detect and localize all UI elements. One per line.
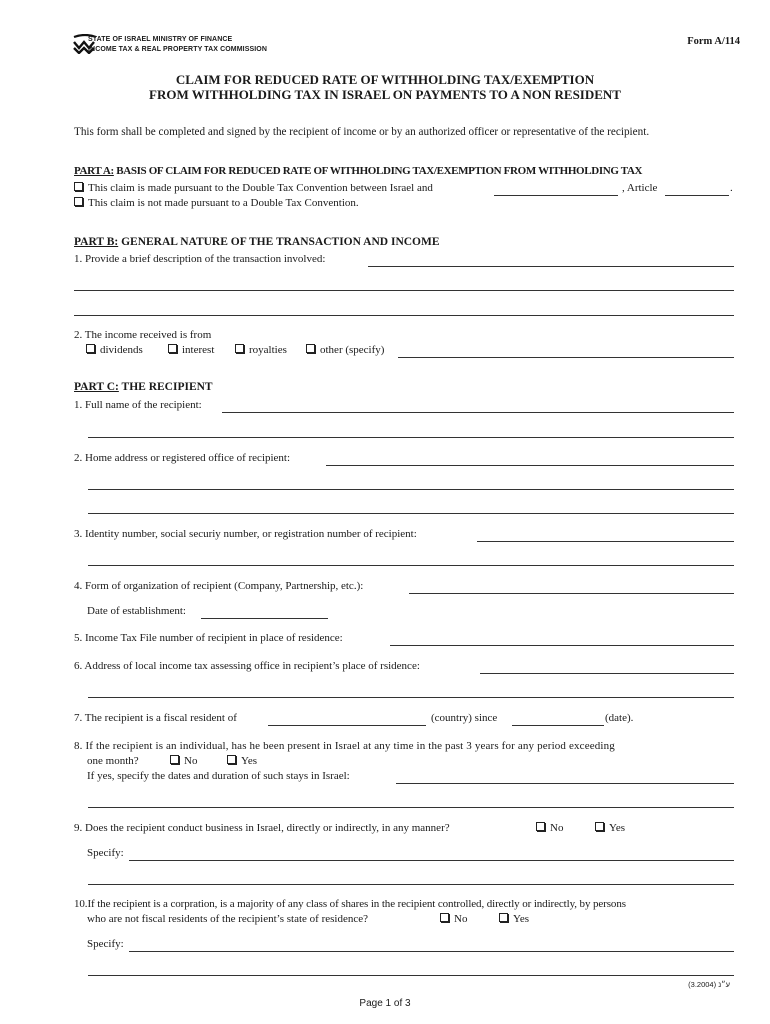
date-label: (date). (605, 712, 634, 724)
country-since-label: (country) since (431, 712, 498, 724)
assessing-office-field[interactable] (480, 673, 734, 674)
q8-option-no[interactable]: No (170, 755, 197, 767)
income-option-dividends[interactable]: dividends (86, 344, 143, 356)
part-c-q9: 9. Does the recipient conduct business in Israel, directly or indirectly, in any manner? (74, 822, 450, 834)
transaction-field-line2[interactable] (74, 290, 734, 291)
part-c-q2: 2. Home address or registered office of recipient: (74, 452, 291, 464)
address-field-line2[interactable] (88, 489, 734, 490)
page-number: Page 1 of 3 (359, 998, 411, 1009)
q9-specify-field[interactable] (129, 860, 734, 861)
checkbox-icon[interactable] (168, 344, 177, 353)
part-a-option-no-treaty[interactable]: This claim is not made pursuant to a Double Tax Convention. (74, 197, 359, 209)
checkbox-icon[interactable] (306, 344, 315, 353)
form-title-line1: CLAIM FOR REDUCED RATE OF WITHHOLDING TAX/EXEMPTION (175, 72, 595, 87)
ministry-name: STATE OF ISRAEL MINISTRY OF FINANCE (88, 36, 233, 43)
part-b-heading: PART B: GENERAL NATURE OF THE TRANSACTION AND INCOME (74, 236, 440, 248)
income-option-interest[interactable]: interest (168, 344, 214, 356)
q9-option-yes[interactable]: Yes (595, 822, 625, 834)
part-c-q4: 4. Form of organization of recipient (Company, Partnership, etc.): (74, 580, 364, 592)
checkbox-icon[interactable] (86, 344, 95, 353)
assessing-office-field-line2[interactable] (88, 697, 734, 698)
q10-specify-field-line2[interactable] (88, 975, 734, 976)
part-b-q1: 1. Provide a brief description of the transaction involved: (74, 253, 326, 265)
q10-specify-label: Specify: (87, 938, 124, 950)
checkbox-icon[interactable] (235, 344, 244, 353)
q9-specify-field-line2[interactable] (88, 884, 734, 885)
checkbox-icon[interactable] (227, 755, 236, 764)
other-income-field[interactable] (398, 357, 734, 358)
part-c-heading: PART C: THE RECIPIENT (74, 381, 213, 393)
part-b-q2: 2. The income received is from (74, 329, 212, 341)
intro-text: This form shall be completed and signed by the recipient of income or by an authorized officer or representative of the recipient. (74, 126, 650, 138)
address-field-line3[interactable] (88, 513, 734, 514)
identity-number-field-line2[interactable] (88, 565, 734, 566)
part-a-option-treaty[interactable]: This claim is made pursuant to the Double Tax Convention between Israel and (74, 182, 433, 194)
date-of-establishment-field[interactable] (201, 618, 328, 619)
recipient-name-field-line2[interactable] (88, 437, 734, 438)
part-c-q8-line3: If yes, specify the dates and duration of such stays in Israel: (87, 770, 350, 782)
q10-option-yes[interactable]: Yes (499, 913, 529, 925)
organization-form-field[interactable] (409, 593, 734, 594)
part-c-q8: 8. If the recipient is an individual, has he been present in Israel at any time in the past 3 years for any period exceeding (74, 740, 615, 752)
israel-stays-field[interactable] (396, 783, 734, 784)
treaty-country-field[interactable] (494, 195, 618, 196)
checkbox-icon[interactable] (440, 913, 449, 922)
checkbox-icon[interactable] (74, 197, 83, 206)
article-label: , Article (622, 182, 658, 194)
part-c-q3: 3. Identity number, social securiy number, or registration number of recipient: (74, 528, 417, 540)
transaction-field-line3[interactable] (74, 315, 734, 316)
q9-option-no[interactable]: No (536, 822, 563, 834)
period: . (730, 182, 733, 194)
recipient-name-field[interactable] (222, 412, 734, 413)
identity-number-field[interactable] (477, 541, 734, 542)
q9-specify-label: Specify: (87, 847, 124, 859)
form-number: Form A/114 (687, 36, 740, 47)
part-c-q5: 5. Income Tax File number of recipient in place of residence: (74, 632, 343, 644)
part-a-heading: PART A: BASIS OF CLAIM FOR REDUCED RATE OF WITHHOLDING TAX/EXEMPTION FROM WITHHOLDING TAX (74, 165, 643, 177)
part-c-q7: 7. The recipient is a fiscal resident of (74, 712, 237, 724)
residence-country-field[interactable] (268, 725, 426, 726)
israel-stays-field-line2[interactable] (88, 807, 734, 808)
address-field[interactable] (326, 465, 734, 466)
checkbox-icon[interactable] (536, 822, 545, 831)
part-c-q10-line2: who are not fiscal residents of the recipient’s state of residence? (87, 913, 368, 925)
income-option-other[interactable]: other (specify) (306, 344, 384, 356)
commission-name: INCOME TAX & REAL PROPERTY TAX COMMISSION (88, 46, 267, 53)
date-of-establishment-label: Date of establishment: (87, 605, 186, 617)
part-c-q8-line2: one month? (87, 755, 139, 767)
checkbox-icon[interactable] (499, 913, 508, 922)
q10-specify-field[interactable] (129, 951, 734, 952)
part-c-q10: 10.If the recipient is a corpration, is a majority of any class of shares in the recipient controlled, directly or indirectly, by persons (74, 898, 626, 910)
income-option-royalties[interactable]: royalties (235, 344, 287, 356)
revision-code: (3.2004) ע״נ (688, 980, 730, 989)
part-c-q1: 1. Full name of the recipient: (74, 399, 202, 411)
transaction-field[interactable] (368, 266, 734, 267)
checkbox-icon[interactable] (170, 755, 179, 764)
form-title-line2: FROM WITHHOLDING TAX IN ISRAEL ON PAYMENTS TO A NON RESIDENT (149, 87, 621, 102)
checkbox-icon[interactable] (74, 182, 83, 191)
checkbox-icon[interactable] (595, 822, 604, 831)
tax-file-number-field[interactable] (390, 645, 734, 646)
residence-date-field[interactable] (512, 725, 604, 726)
q10-option-no[interactable]: No (440, 913, 467, 925)
q8-option-yes[interactable]: Yes (227, 755, 257, 767)
part-c-q6: 6. Address of local income tax assessing office in recipient’s place of rsidence: (74, 660, 420, 672)
article-field[interactable] (665, 195, 729, 196)
